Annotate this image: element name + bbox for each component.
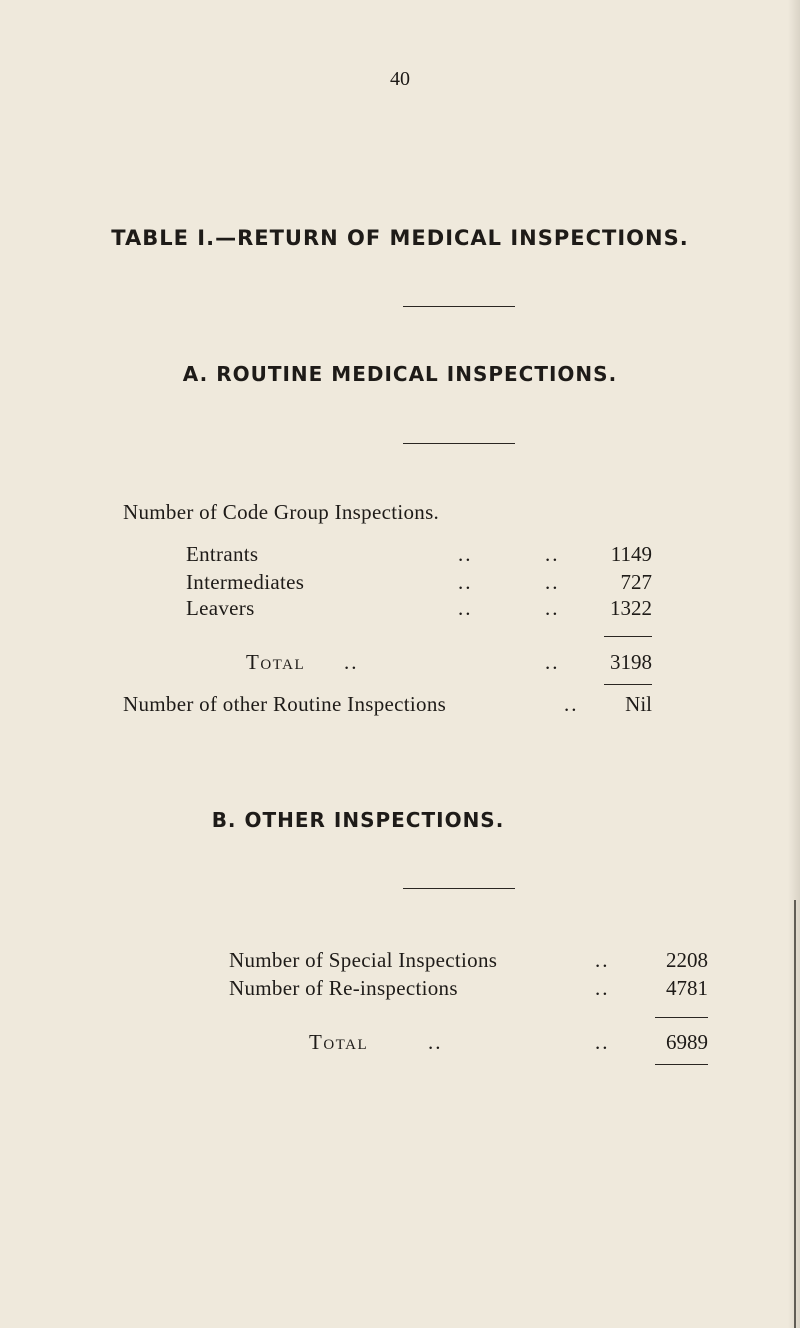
total-label: Total bbox=[246, 650, 306, 674]
sum-rule bbox=[655, 1017, 708, 1018]
row-label-entrants: Entrants bbox=[186, 542, 259, 566]
divider bbox=[403, 888, 515, 889]
special-inspections-value: 2208 bbox=[666, 948, 708, 972]
other-routine-label: Number of other Routine Inspections bbox=[123, 692, 447, 716]
total-value: 6989 bbox=[666, 1030, 708, 1054]
re-inspections-value: 4781 bbox=[666, 976, 708, 1000]
leader-dots: .. bbox=[458, 570, 473, 594]
other-routine-value: Nil bbox=[625, 692, 652, 716]
leader-dots: .. bbox=[458, 542, 473, 566]
leader-dots: .. bbox=[344, 650, 359, 674]
leader-dots: .. bbox=[458, 596, 473, 620]
page-edge-line bbox=[794, 900, 796, 1328]
page-number: 40 bbox=[390, 68, 410, 90]
row-value-entrants: 1149 bbox=[610, 542, 652, 566]
sum-rule bbox=[604, 636, 652, 637]
divider bbox=[403, 443, 515, 444]
section-a-heading: A. ROUTINE MEDICAL INSPECTIONS. bbox=[182, 362, 618, 386]
special-inspections-label: Number of Special Inspections bbox=[229, 948, 498, 972]
total-label: Total bbox=[309, 1030, 369, 1054]
sum-rule bbox=[655, 1064, 708, 1065]
leader-dots: .. bbox=[428, 1030, 443, 1054]
sum-rule bbox=[604, 684, 652, 685]
section-b-heading: B. OTHER INSPECTIONS. bbox=[211, 808, 505, 832]
row-value-leavers: 1322 bbox=[610, 596, 652, 620]
leader-dots: .. bbox=[595, 976, 610, 1000]
divider bbox=[403, 306, 515, 307]
re-inspections-label: Number of Re-inspections bbox=[229, 976, 458, 1000]
leader-dots: .. bbox=[545, 650, 560, 674]
row-label-intermediates: Intermediates bbox=[186, 570, 305, 594]
leader-dots: .. bbox=[595, 1030, 610, 1054]
row-value-intermediates: 727 bbox=[620, 570, 652, 594]
leader-dots: .. bbox=[595, 948, 610, 972]
table-title: TABLE I.—RETURN OF MEDICAL INSPECTIONS. bbox=[111, 226, 689, 250]
leader-dots: .. bbox=[545, 542, 560, 566]
total-value: 3198 bbox=[610, 650, 652, 674]
leader-dots: .. bbox=[545, 596, 560, 620]
leader-dots: .. bbox=[545, 570, 560, 594]
row-label-leavers: Leavers bbox=[186, 596, 255, 620]
leader-dots: .. bbox=[564, 692, 579, 716]
section-a-subheading: Number of Code Group Inspections. bbox=[123, 500, 440, 524]
